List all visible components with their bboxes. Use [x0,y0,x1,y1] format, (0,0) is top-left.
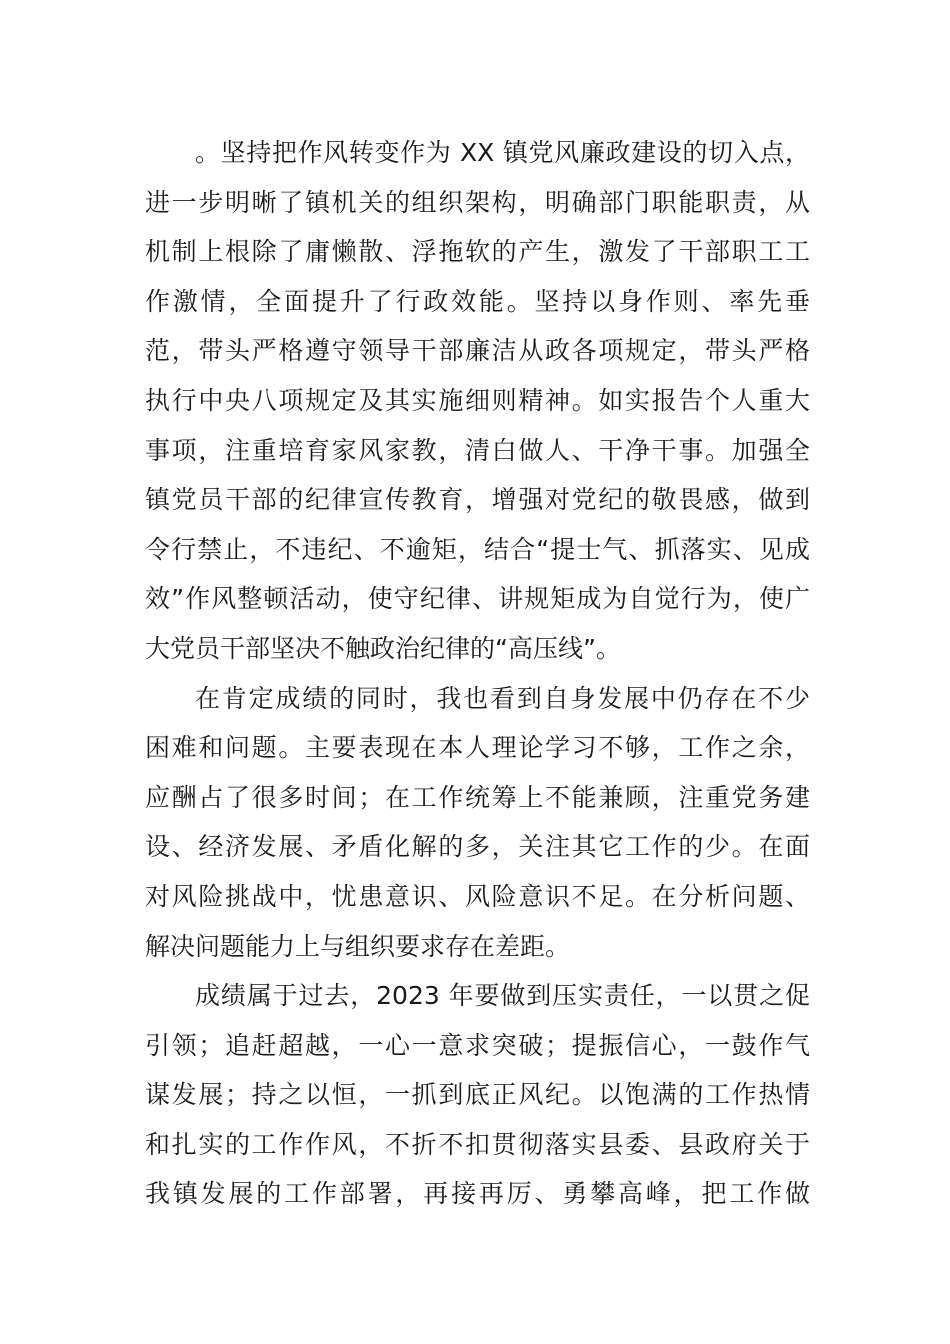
paragraph-2 [145,674,810,972]
text-line: 。坚持把作风转变作为 XX 镇党风廉政建设的切入点， [195,138,810,167]
text-line: 作激情，全面提升了行政效能。坚持以身作则、率先垂 [145,286,810,316]
text-line: 引领；追赶超越，一心一意求突破；提振信心，一鼓作气 [145,1030,810,1060]
text-line: 在肯定成绩的同时，我也看到自身发展中仍存在不少 [195,683,810,713]
text-line: 效”作风整顿活动，使守纪律、讲规矩成为自觉行为，使广 [145,584,810,614]
text-line: 范，带头严格遵守领导干部廉洁从政各项规定，带头严格 [145,336,810,366]
text-line: 谋发展；持之以恒，一抓到底正风纪。以饱满的工作热情 [145,1080,810,1110]
text-line: 事项，注重培育家风家教，清白做人、干净干事。加强全 [145,435,810,465]
text-line: 进一步明晰了镇机关的组织架构，明确部门职能职责，从 [145,187,810,217]
text-line: 解决问题能力上与组织要求存在差距。 [145,931,571,961]
text-line: 令行禁止，不违纪、不逾矩，结合“提士气、抓落实、见成 [145,534,810,564]
text-line: 执行中央八项规定及其实施细则精神。如实报告个人重大 [145,385,810,415]
text-line: 我镇发展的工作部署，再接再厉、勇攀高峰，把工作做 [145,1179,810,1209]
paragraph-1 [145,128,810,674]
body-text [145,128,810,1219]
text-line: 和扎实的工作作风，不折不扣贯彻落实县委、县政府关于 [145,1129,810,1159]
text-line: 镇党员干部的纪律宣传教育，增强对党纪的敬畏感，做到 [145,485,810,515]
text-line: 困难和问题。主要表现在本人理论学习不够，工作之余， [145,733,810,763]
text-line: 对风险挑战中，忧患意识、风险意识不足。在分析问题、 [145,881,810,911]
paragraph-3 [145,971,810,1219]
text-line: 应酬占了很多时间；在工作统筹上不能兼顾，注重党务建 [145,782,810,812]
text-line: 机制上根除了庸懒散、浮拖软的产生，激发了干部职工工 [145,237,810,267]
text-line: 大党员干部坚决不触政治纪律的“高压线”。 [145,633,621,663]
text-line: 成绩属于过去，2023 年要做到压实责任，一以贯之促 [195,981,810,1011]
text-line: 设、经济发展、矛盾化解的多，关注其它工作的少。在面 [145,832,810,862]
